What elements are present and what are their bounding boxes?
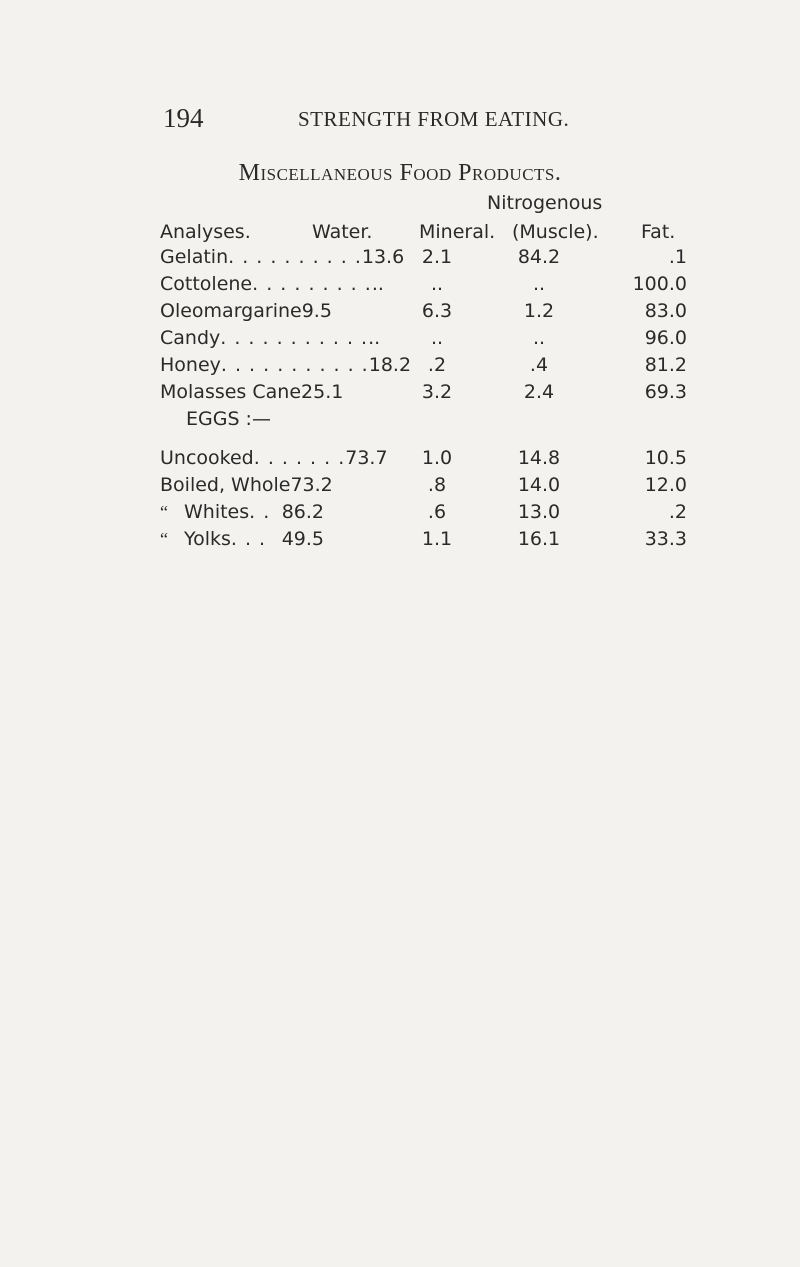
- nitrogenous-value: 84.2: [517, 246, 561, 268]
- fat-value: 69.3: [644, 381, 687, 403]
- header-fat: Fat.: [641, 221, 676, 243]
- nitrogenous-value: ..: [532, 273, 546, 295]
- mineral-value: 1.0: [421, 447, 453, 469]
- water-value: 25.1: [301, 381, 344, 403]
- water-value: 86.2: [281, 501, 324, 523]
- nitrogenous-value: 14.8: [517, 447, 561, 469]
- leader-dots: . . . . . . . . . .: [228, 246, 362, 268]
- table-row: [160, 474, 333, 496]
- mineral-value: ..: [430, 327, 444, 349]
- leader-dots: . . . . . . . . . . .: [220, 327, 369, 349]
- mineral-value: 2.1: [421, 246, 453, 268]
- row-label: Boiled, Whole: [160, 474, 291, 496]
- mineral-value: .2: [427, 354, 447, 376]
- mineral-value: .6: [427, 501, 447, 523]
- mineral-value: 6.3: [421, 300, 453, 322]
- water-value: 49.5: [281, 528, 324, 550]
- fat-value: .2: [668, 501, 687, 523]
- nitrogenous-value: .4: [529, 354, 549, 376]
- nitrogenous-value: 2.4: [523, 381, 555, 403]
- fat-value: 100.0: [632, 273, 687, 295]
- table-row: [160, 501, 324, 523]
- nitrogenous-value: 13.0: [517, 501, 561, 523]
- water-value: ..: [371, 273, 384, 295]
- fat-value: 33.3: [644, 528, 687, 550]
- row-label: Cottolene: [160, 273, 253, 295]
- nitrogenous-value: 1.2: [523, 300, 555, 322]
- water-value: 9.5: [301, 300, 332, 322]
- table-row: [160, 273, 384, 295]
- fat-value: 12.0: [644, 474, 687, 496]
- eggs-heading: EGGS :—: [186, 408, 271, 430]
- row-label: Gelatin: [160, 246, 229, 268]
- running-title: STRENGTH FROM EATING.: [298, 107, 570, 131]
- water-value: 73.7: [345, 447, 388, 469]
- page-number: 194: [163, 103, 204, 133]
- mineral-value: 1.1: [421, 528, 453, 550]
- ditto-mark: “: [160, 502, 168, 522]
- header-mineral: Mineral.: [419, 221, 496, 243]
- row-label: Molasses Cane: [160, 381, 302, 403]
- header-muscle: (Muscle).: [512, 221, 599, 243]
- leader-dots: . . . . . . . . . . .: [220, 354, 369, 376]
- table-row: [160, 447, 388, 469]
- table-title: Miscellaneous Food Products.: [238, 160, 562, 186]
- table-row: [160, 327, 381, 349]
- table-row: [160, 300, 332, 322]
- leader-dots: . .: [249, 501, 271, 523]
- water-value: 73.2: [290, 474, 333, 496]
- header-analyses: Analyses.: [160, 221, 251, 243]
- mineral-value: .8: [427, 474, 447, 496]
- nitrogenous-value: ..: [532, 327, 546, 349]
- fat-value: 81.2: [644, 354, 687, 376]
- water-value: 13.6: [361, 246, 405, 268]
- row-label: Yolks: [184, 528, 231, 550]
- nitrogenous-value: 16.1: [517, 528, 561, 550]
- table-row: [160, 354, 412, 376]
- water-value: ..: [368, 327, 381, 349]
- table-row: [160, 246, 405, 268]
- row-label: Honey: [160, 354, 221, 376]
- fat-value: 96.0: [644, 327, 687, 349]
- leader-dots: . . . . . . .: [253, 447, 346, 469]
- ditto-mark: “: [160, 529, 168, 549]
- row-label: Uncooked: [160, 447, 254, 469]
- fat-value: 83.0: [644, 300, 687, 322]
- fat-value: 10.5: [644, 447, 687, 469]
- row-label: Oleomargarine: [160, 300, 302, 322]
- water-value: 18.2: [368, 354, 412, 376]
- table-row: [160, 381, 344, 403]
- table-row: [160, 528, 324, 550]
- fat-value: .1: [668, 246, 687, 268]
- row-label: Whites: [184, 501, 250, 523]
- header-nitrogenous: Nitrogenous: [487, 192, 603, 214]
- mineral-value: 3.2: [421, 381, 453, 403]
- leader-dots: . . .: [230, 528, 267, 550]
- nitrogenous-value: 14.0: [517, 474, 561, 496]
- running-head: [0, 103, 800, 137]
- leader-dots: . . . . . . . . .: [252, 273, 372, 295]
- header-water: Water.: [312, 221, 373, 243]
- mineral-value: ..: [430, 273, 444, 295]
- row-label: Candy: [160, 327, 221, 349]
